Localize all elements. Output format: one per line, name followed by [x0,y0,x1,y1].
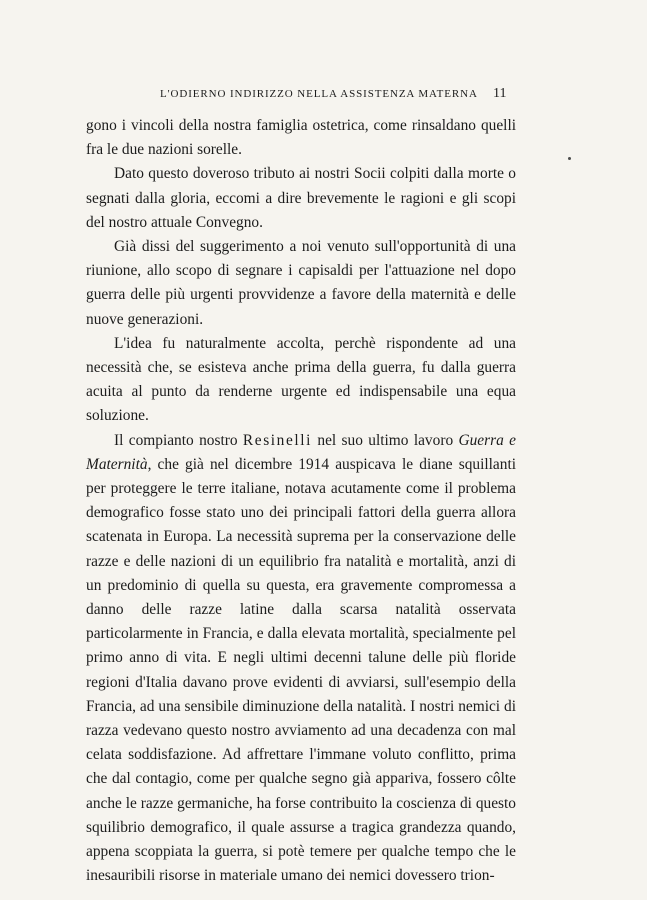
paragraph-suggestion: Già dissi del suggerimento a noi venuto sull'opportunità di una riunione, allo scopo di segnare i capisaldi per l'attuazione nel dopo guerra delle più urgenti provvidenze a favore della maternità e delle nuove generazioni. [86,238,516,328]
paragraph-resinelli [86,429,516,889]
text-run: nel suo ultimo lavoro [312,431,459,449]
page-number: 11 [493,86,507,101]
paragraph-tribute: Dato questo doveroso tributo ai nostri Socii colpiti dalla morte o segnati dalla gloria, eccomi a dire brevemente le ragioni e gli scopi del nostro attuale Convegno. [86,165,516,231]
running-head [0,88,647,106]
author-name: Resinelli [242,431,313,449]
paragraph-continuation: gono i vincoli della nostra famiglia ostetrica, come rinsaldano quelli fra le due nazioni sorelle. [86,117,516,159]
paragraph-idea: L'idea fu naturalmente accolta, perchè rispondente ad una necessità che, se esisteva anche prima della guerra, fu dalla guerra acuita al punto da renderne urgente ed indispensabile una equa soluzione. [86,334,516,425]
text-run: Il compianto nostro [114,431,243,449]
running-title: L'ODIERNO INDIRIZZO NELLA ASSISTENZA MATERNA [160,88,478,100]
work-title: Guerra e Maternità [86,431,516,473]
body-text [86,114,516,889]
print-speck [568,157,571,160]
text-run: , che già nel dicembre 1914 auspicava le diane squillanti per proteggere le terre italiane, notava acutamente come il problema demografico fosse stato uno dei principali fattori della guerra allora scatenata in Europa. La necessità suprema per la conservazione delle razze e delle nazioni di un equilibrio fra natalità e mortalità, anzi di un predominio di quella su questa, era gravemente compromessa a danno delle razze latine dalla scarsa natalità osservata particolarmente in Francia, e dalla elevata mortalità, specialmente pel primo anno di vita. E negli ultimi decenni talune delle più floride regioni d'Italia davano prove evidenti di avviarsi, sull'esempio della Francia, ad una sensibile diminuzione della natalità. I nostri nemici di razza vedevano questo nostro avviamento ad una decadenza con mal celata soddisfazione. Ad affrettare l'immane voluto conflitto, prima che dal contagio, come per qualche segno già appariva, fossero côlte anche le razze germaniche, ha forse contribuito la coscienza di questo squilibrio demografico, il quale assurse a tragica grandezza quando, appena scoppiata la guerra, si potè temere per qualche tempo che le inesauribili risorse in materiale umano dei nemici dovessero trion- [86,455,516,885]
